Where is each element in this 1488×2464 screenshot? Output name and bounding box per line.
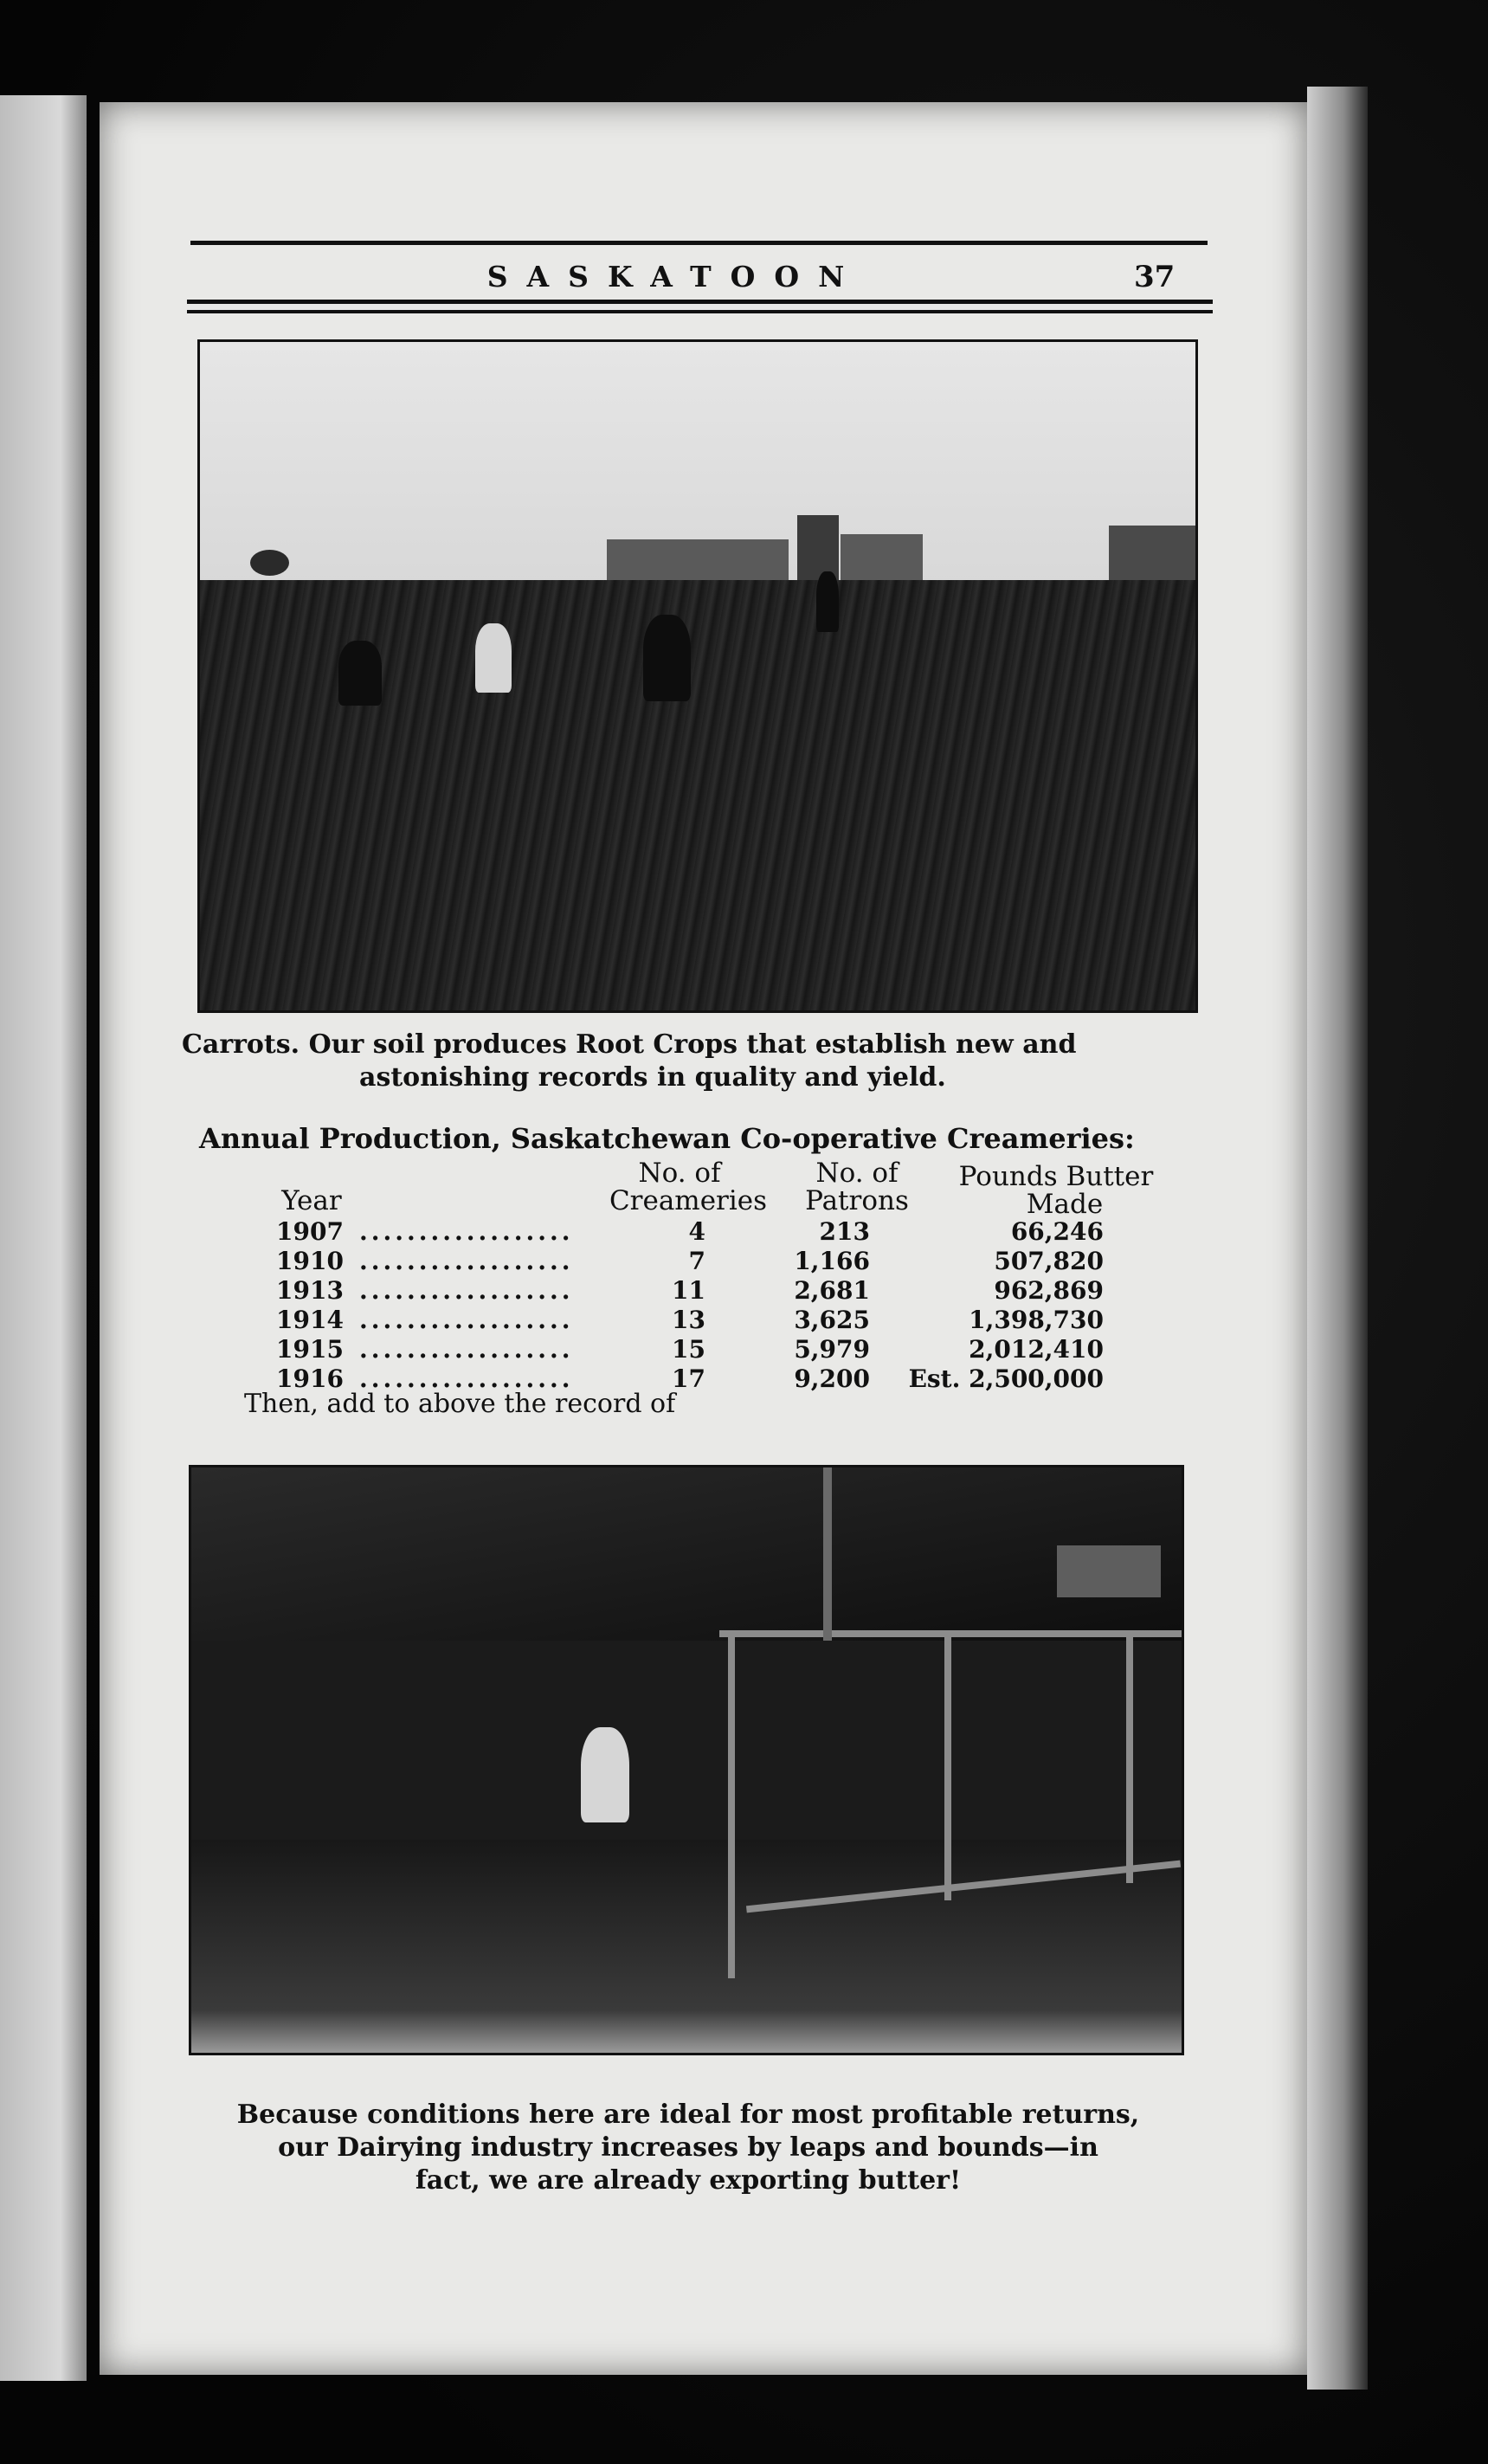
row-creameries: 7 [688,1247,705,1275]
row-creameries: 13 [672,1306,705,1334]
header-rule-bottom-2 [187,310,1213,313]
photo-barn-roof [191,1467,1182,1641]
table-row [247,1217,1182,1247]
photo-barn-floor [191,1840,1182,2053]
running-head-title: SASKATOON [486,260,864,293]
header-creameries-1: No. of [638,1158,721,1189]
caption2-line3: fact, we are already exporting butter! [415,2165,962,2196]
photo-worker-4 [816,571,839,632]
row-creameries: 15 [672,1335,705,1364]
row-creameries: 11 [672,1276,705,1305]
header-rule-bottom-1 [187,300,1213,304]
row-leader: .................. [359,1217,574,1246]
row-creameries: 17 [672,1364,705,1393]
row-leader: .................. [359,1276,574,1305]
photo-worker-2 [643,615,691,701]
row-patrons: 213 [819,1217,870,1246]
header-butter-1: Pounds Butter [958,1161,1154,1192]
row-leader: .................. [359,1306,574,1334]
book-page-edge [1307,87,1368,2390]
header-butter-2: Made [1026,1189,1104,1220]
table-title: Annual Production, Saskatchewan Co-operative Creameries: [199,1122,1135,1155]
row-leader: .................. [359,1335,574,1364]
caption1-line1: Carrots. Our soil produces Root Crops that establish new and [182,1029,1077,1060]
caption2-line2: our Dairying industry increases by leaps and bounds—in [278,2132,1098,2163]
photo-worker-3 [338,641,382,706]
row-patrons: 3,625 [794,1306,870,1334]
carrot-field-photo [197,339,1198,1013]
row-patrons: 2,681 [794,1276,870,1305]
header-creameries-2: Creameries [609,1185,768,1216]
row-year: 1916 [276,1364,344,1393]
header-rule-top [190,241,1208,245]
row-leader: .................. [359,1364,574,1393]
row-butter: Est. 2,500,000 [908,1364,1104,1393]
row-patrons: 5,979 [794,1335,870,1364]
facing-page-edge [0,95,87,2381]
photo-dairy-worker [581,1727,629,1822]
dairy-photo-caption [169,2099,1208,2197]
row-patrons: 9,200 [794,1364,870,1393]
row-creameries: 4 [688,1217,705,1246]
header-patrons-2: Patrons [805,1185,909,1216]
caption1-line2: astonishing records in quality and yield. [359,1062,946,1093]
photo-tower [797,515,839,581]
row-butter: 962,869 [994,1276,1104,1305]
row-butter: 2,012,410 [969,1335,1104,1364]
row-patrons: 1,166 [794,1247,870,1275]
photo-worker-1 [475,623,512,693]
table-row [247,1276,1182,1306]
row-year: 1915 [276,1335,344,1364]
header-year: Year [281,1185,342,1216]
carrot-photo-caption [182,1029,1212,1094]
photo-stall-post-1 [728,1632,735,1978]
header-patrons-1: No. of [815,1158,899,1189]
photo-ceiling-pipe [823,1467,832,1641]
photo-stall-post-2 [944,1632,951,1900]
photo-building-right [841,534,923,581]
caption2-line1: Because conditions here are ideal for most profitable returns, [236,2100,1140,2130]
photo-building-left [607,539,789,581]
row-leader: .................. [359,1247,574,1275]
row-year: 1913 [276,1276,344,1305]
photo-tree [250,550,289,576]
photo-barn-window [1057,1545,1161,1597]
page-number: 37 [1134,260,1176,294]
dairy-barn-photo [189,1465,1184,2055]
table-row [247,1306,1182,1335]
table-row [247,1335,1182,1364]
table-row [247,1247,1182,1276]
row-butter: 66,246 [1010,1217,1104,1246]
table-footer-text: Then, add to above the record of [244,1389,676,1419]
row-year: 1907 [276,1217,344,1246]
row-butter: 507,820 [994,1247,1104,1275]
row-butter: 1,398,730 [969,1306,1104,1334]
photo-stall-post-3 [1126,1632,1133,1883]
photo-farmhouse [1109,526,1195,581]
row-year: 1910 [276,1247,344,1275]
row-year: 1914 [276,1306,344,1334]
